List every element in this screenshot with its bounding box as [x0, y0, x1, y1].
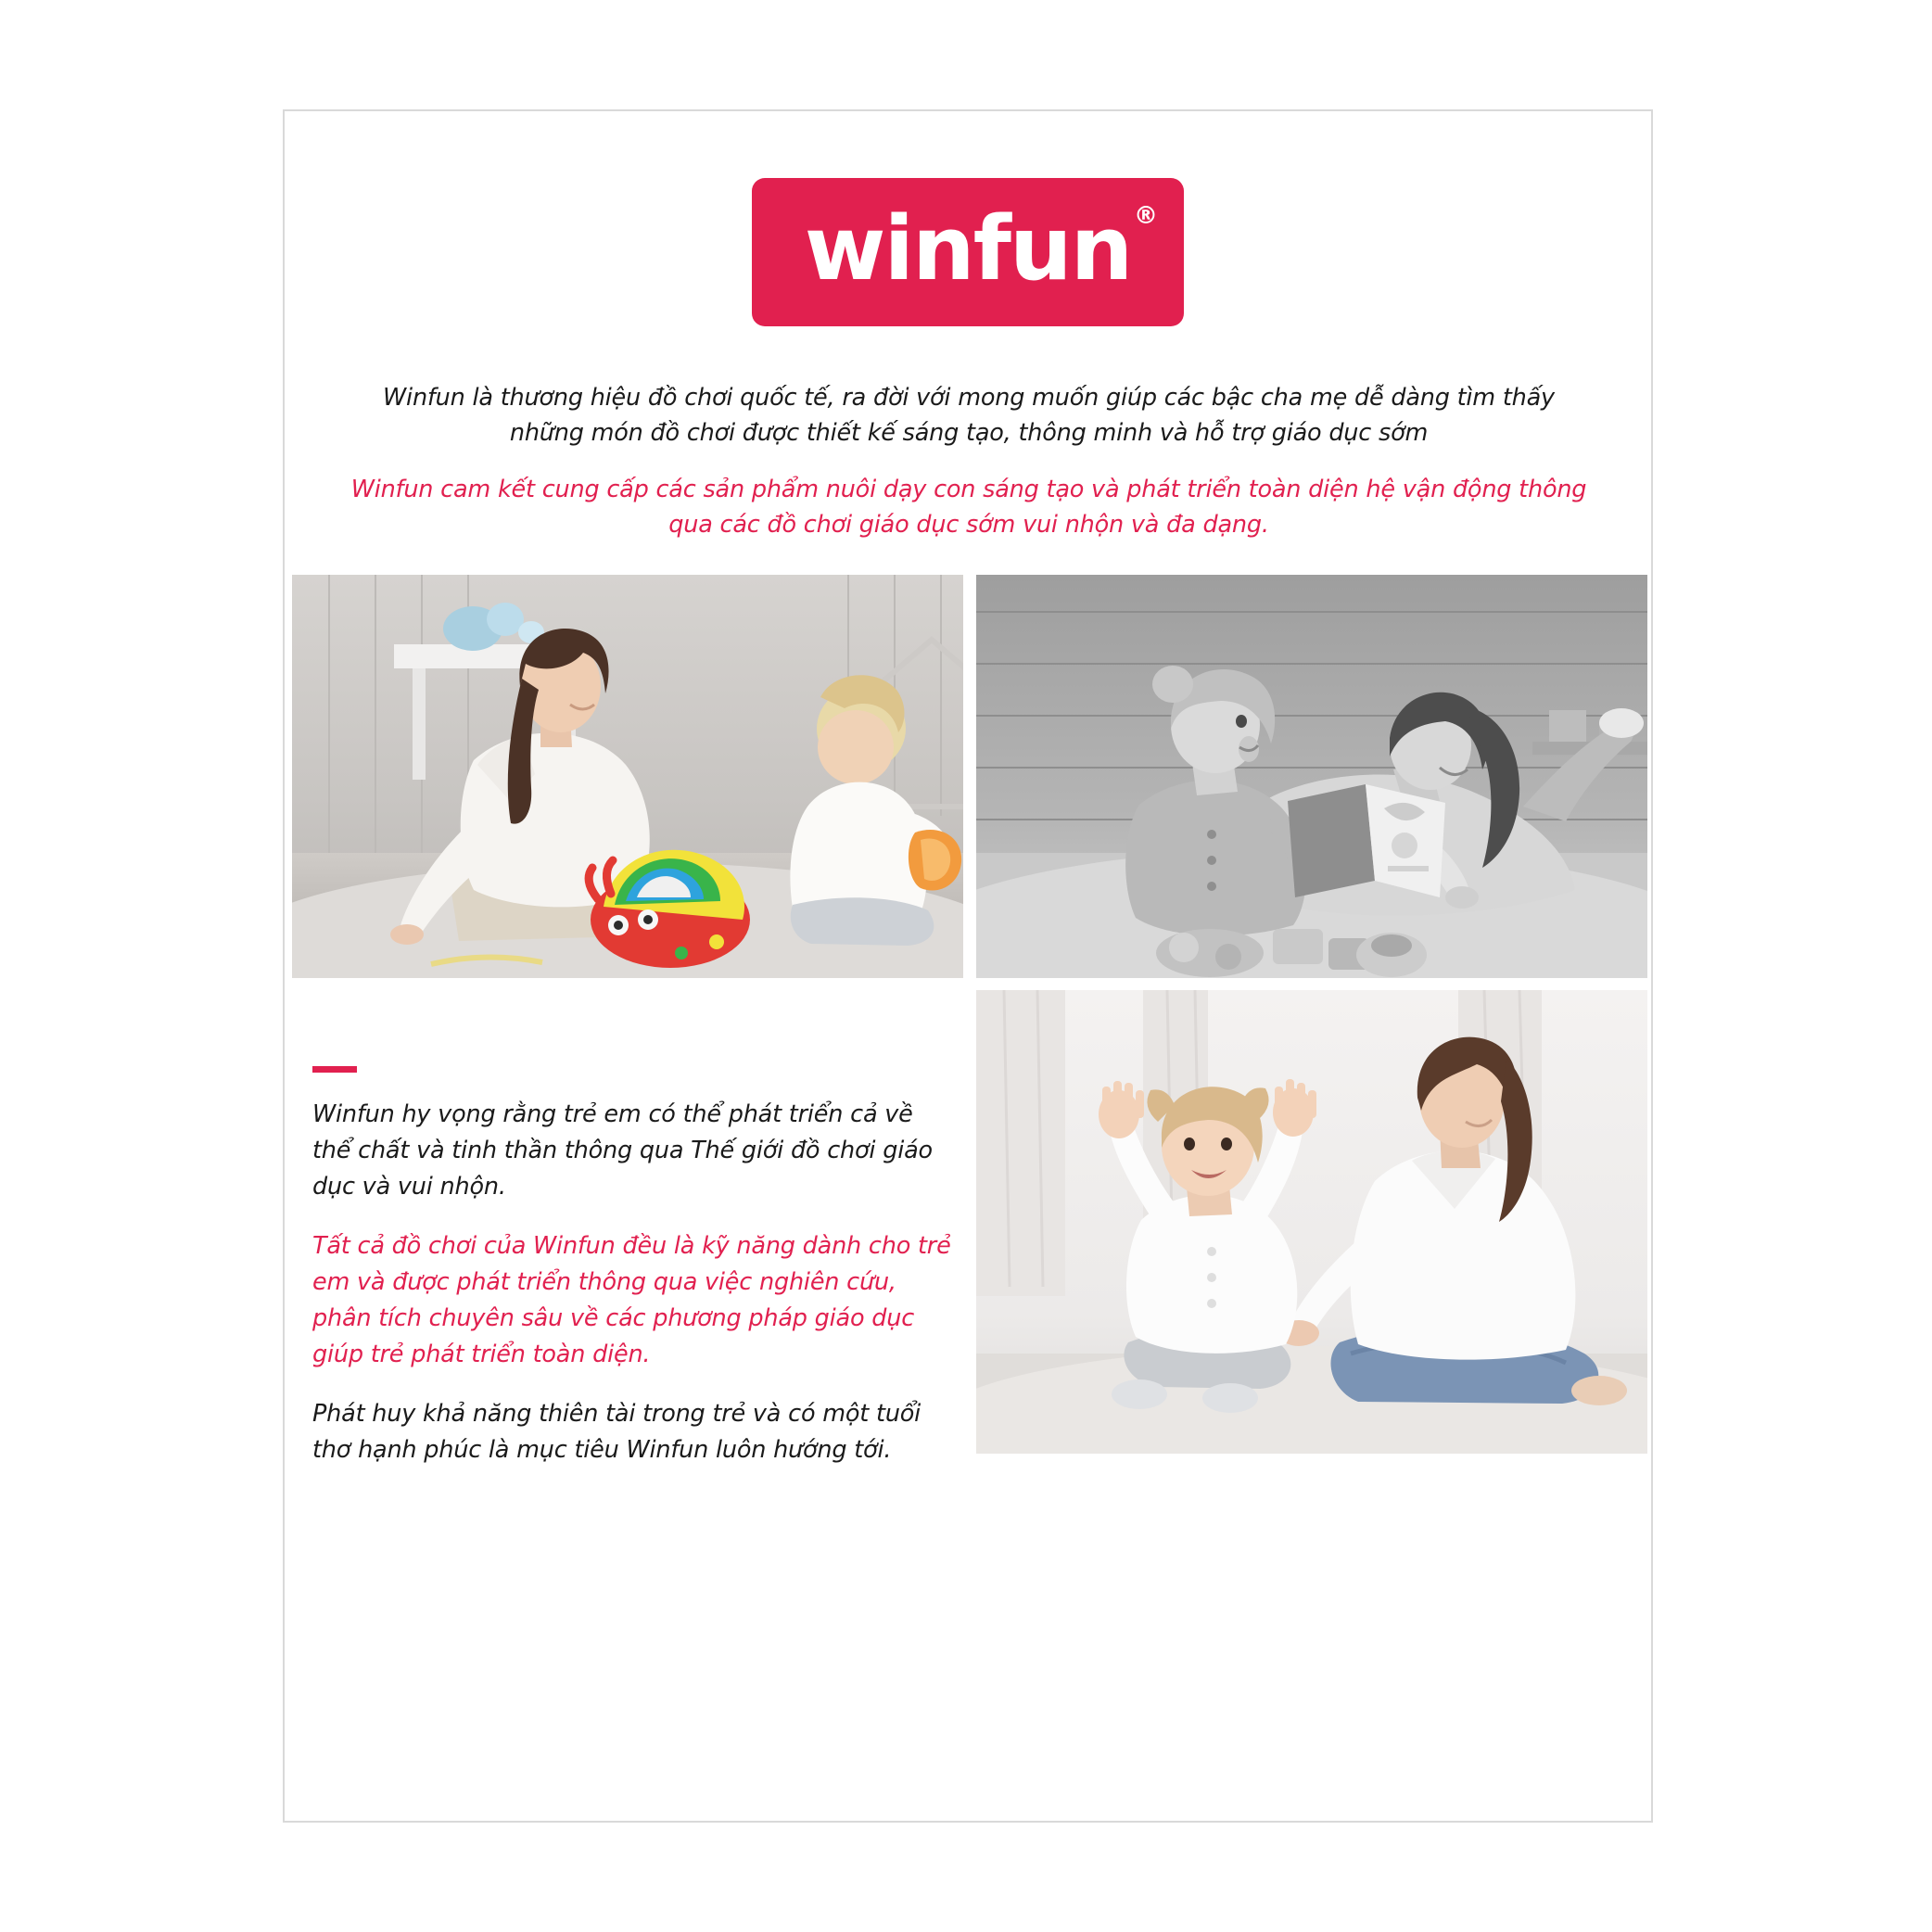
intro-paragraph-dark: Winfun là thương hiệu đồ chơi quốc tế, ra đời với mong muốn giúp các bậc cha mẹ dễ dàng tìm thấy những món đồ chơi được thiết kế sáng tạo, thông minh và hỗ trợ giáo dục sớm [383, 384, 1555, 448]
winfun-logo [752, 178, 1184, 326]
bottom-paragraph-2: Tất cả đồ chơi của Winfun đều là kỹ năng dành cho trẻ em và được phát triển thông qua việc nghiên cứu, phân tích chuyên sâu về các phương pháp giáo dục giúp trẻ phát triển toàn diện. [312, 1232, 951, 1368]
bottom-paragraph-1: Winfun hy vọng rằng trẻ em có thể phát triển cả về thể chất và tinh thần thông qua Thế giới đồ chơi giáo dục và vui nhộn. [312, 1100, 933, 1201]
accent-rule [312, 1066, 357, 1073]
brand-page [283, 109, 1653, 1823]
photo-mother-and-toddler-cheering [976, 990, 1647, 1454]
photo-br-graphic [976, 990, 1647, 1454]
photo-tr-graphic [976, 575, 1647, 978]
intro-paragraph-highlight: Winfun cam kết cung cấp các sản phẩm nuôi dạy con sáng tạo và phát triển toàn diện hệ vận động thông qua các đồ chơi giáo dục sớm vui nhộn và đa dạng. [350, 475, 1587, 539]
bottom-text-block [312, 1066, 952, 1468]
logo-wordmark: winfun [804, 197, 1132, 300]
intro-text-block [348, 380, 1590, 542]
logo-container [285, 178, 1651, 326]
photo-mother-and-baby-with-toy [292, 575, 963, 978]
photo-mother-reading-book [976, 575, 1647, 978]
bottom-paragraph-3: Phát huy khả năng thiên tài trong trẻ và có một tuổi thơ hạnh phúc là mục tiêu Winfun luôn hướng tới. [312, 1400, 922, 1464]
photo-tl-graphic [292, 575, 963, 978]
registered-trademark-icon: ® [1134, 202, 1158, 230]
